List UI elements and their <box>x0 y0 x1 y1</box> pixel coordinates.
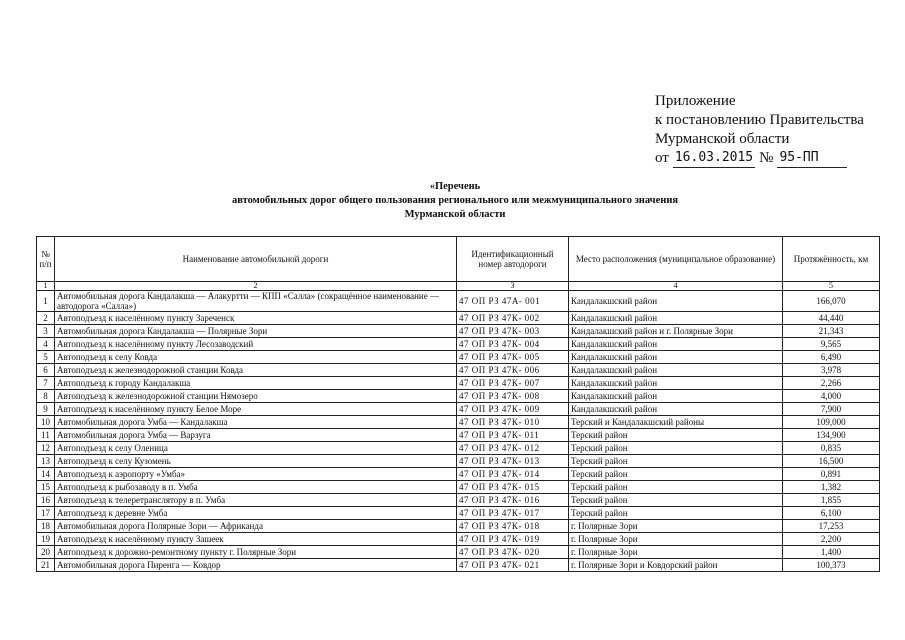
cell-location: г. Полярные Зори <box>569 520 783 533</box>
number-prefix: № <box>759 150 774 166</box>
cell-length: 44,440 <box>783 312 880 325</box>
cell-road-name: Автоподъезд к рыбозаводу в п. Умба <box>55 481 457 494</box>
cell-length: 1,382 <box>783 481 880 494</box>
cell-road-id: 47 ОП РЗ 47К- 018 <box>457 520 569 533</box>
cell-length: 3,978 <box>783 364 880 377</box>
appendix-line-1: Приложение <box>655 93 736 109</box>
table-row <box>37 507 880 520</box>
table-row <box>37 312 880 325</box>
cell-road-name: Автоподъезд к селу Кузомень <box>55 455 457 468</box>
table-row <box>37 520 880 533</box>
cell-road-id: 47 ОП РЗ 47К- 007 <box>457 377 569 390</box>
cell-road-name: Автоподъезд к городу Кандалакша <box>55 377 457 390</box>
header-location: Место расположения (муниципальное образование) <box>569 237 783 282</box>
cell-road-id: 47 ОП РЗ 47К- 019 <box>457 533 569 546</box>
cell-location: Кандалакшский район <box>569 364 783 377</box>
cell-length: 21,343 <box>783 325 880 338</box>
cell-length: 9,565 <box>783 338 880 351</box>
cell-location: Терский район <box>569 468 783 481</box>
cell-road-name: Автоподъезд к деревне Умба <box>55 507 457 520</box>
table-row <box>37 481 880 494</box>
column-numbers-row <box>37 282 880 291</box>
table-row <box>37 291 880 312</box>
appendix-line-2: к постановлению Правительства <box>655 112 864 128</box>
cell-road-name: Автомобильная дорога Умба — Варзуга <box>55 429 457 442</box>
cell-length: 6,100 <box>783 507 880 520</box>
title-line-1: «Перечень <box>429 181 481 192</box>
cell-road-name: Автоподъезд к населённому пункту Белое Море <box>55 403 457 416</box>
header-no: № п/п <box>37 237 55 282</box>
table-row <box>37 468 880 481</box>
cell-length: 2,266 <box>783 377 880 390</box>
table-row <box>37 416 880 429</box>
cell-length: 100,373 <box>783 559 880 572</box>
table-body <box>37 291 880 572</box>
header-id: Идентификационный номер автодороги <box>457 237 569 282</box>
cell-road-name: Автоподъезд к селу Оленица <box>55 442 457 455</box>
table-row <box>37 494 880 507</box>
roads-table <box>36 236 880 572</box>
cell-road-name: Автоподъезд к железнодорожной станции Ковда <box>55 364 457 377</box>
cell-length: 2,200 <box>783 533 880 546</box>
cell-road-id: 47 ОП РЗ 47К- 020 <box>457 546 569 559</box>
cell-location: Кандалакшский район <box>569 312 783 325</box>
table-row <box>37 377 880 390</box>
cell-number: 18 <box>37 520 55 533</box>
cell-road-name: Автоподъезд к аэропорту «Умба» <box>55 468 457 481</box>
cell-road-name: Автомобильная дорога Кандалакша — Полярные Зори <box>55 325 457 338</box>
cell-location: Терский район <box>569 429 783 442</box>
date-prefix: от <box>655 150 669 166</box>
cell-location: Кандалакшский район <box>569 291 783 312</box>
cell-road-name: Автомобильная дорога Кандалакша — Алакуртти — КПП «Салла» (сокращённое наименование — автодорога «Салла») <box>55 291 457 312</box>
cell-number: 14 <box>37 468 55 481</box>
decree-line <box>655 149 895 168</box>
table-row <box>37 364 880 377</box>
cell-road-id: 47 ОП РЗ 47А- 001 <box>457 291 569 312</box>
cell-length: 1,400 <box>783 546 880 559</box>
cell-road-name: Автомобильная дорога Умба — Кандалакша <box>55 416 457 429</box>
cell-road-id: 47 ОП РЗ 47К- 008 <box>457 390 569 403</box>
table-row <box>37 325 880 338</box>
cell-location: г. Полярные Зори и Ковдорский район <box>569 559 783 572</box>
cell-number: 19 <box>37 533 55 546</box>
table-row <box>37 390 880 403</box>
cell-number: 5 <box>37 351 55 364</box>
cell-length: 7,900 <box>783 403 880 416</box>
cell-number: 15 <box>37 481 55 494</box>
table-row <box>37 442 880 455</box>
cell-road-id: 47 ОП РЗ 47К- 015 <box>457 481 569 494</box>
cell-number: 12 <box>37 442 55 455</box>
table-row <box>37 455 880 468</box>
header-length: Протяжённость, км <box>783 237 880 282</box>
cell-location: Терский и Кандалакшский районы <box>569 416 783 429</box>
cell-road-id: 47 ОП РЗ 47К- 016 <box>457 494 569 507</box>
cell-location: Кандалакшский район <box>569 338 783 351</box>
cell-road-name: Автоподъезд к телеретранслятору в п. Умба <box>55 494 457 507</box>
cell-number: 13 <box>37 455 55 468</box>
cell-road-name: Автомобильная дорога Полярные Зори — Африканда <box>55 520 457 533</box>
cell-length: 16,500 <box>783 455 880 468</box>
cell-number: 21 <box>37 559 55 572</box>
decree-date: 16.03.2015 <box>673 149 755 168</box>
cell-road-id: 47 ОП РЗ 47К- 012 <box>457 442 569 455</box>
column-number: 3 <box>457 282 569 291</box>
cell-location: Кандалакшский район <box>569 351 783 364</box>
cell-length: 1,855 <box>783 494 880 507</box>
cell-road-id: 47 ОП РЗ 47К- 002 <box>457 312 569 325</box>
cell-location: г. Полярные Зори <box>569 533 783 546</box>
cell-location: г. Полярные Зори <box>569 546 783 559</box>
header-name: Наименование автомобильной дороги <box>55 237 457 282</box>
appendix-block <box>655 92 895 168</box>
cell-road-id: 47 ОП РЗ 47К- 004 <box>457 338 569 351</box>
title-line-2: автомобильных дорог общего пользования регионального или межмуниципального значения <box>231 195 679 206</box>
cell-road-name: Автоподъезд к населённому пункту Зашеек <box>55 533 457 546</box>
table-header-row <box>37 237 880 282</box>
cell-road-name: Автомобильная дорога Пиренга — Ковдор <box>55 559 457 572</box>
cell-number: 7 <box>37 377 55 390</box>
cell-road-id: 47 ОП РЗ 47К- 010 <box>457 416 569 429</box>
cell-road-id: 47 ОП РЗ 47К- 017 <box>457 507 569 520</box>
cell-length: 166,070 <box>783 291 880 312</box>
cell-location: Кандалакшский район <box>569 390 783 403</box>
cell-length: 134,900 <box>783 429 880 442</box>
cell-road-id: 47 ОП РЗ 47К- 006 <box>457 364 569 377</box>
table-row <box>37 546 880 559</box>
column-number: 2 <box>55 282 457 291</box>
cell-length: 109,000 <box>783 416 880 429</box>
cell-road-name: Автоподъезд к селу Ковда <box>55 351 457 364</box>
table-row <box>37 559 880 572</box>
cell-number: 1 <box>37 291 55 312</box>
cell-location: Терский район <box>569 494 783 507</box>
cell-length: 0,891 <box>783 468 880 481</box>
column-number: 4 <box>569 282 783 291</box>
cell-length: 17,253 <box>783 520 880 533</box>
title-line-3: Мурманской области <box>404 209 506 220</box>
decree-number: 95-ПП <box>777 149 847 168</box>
column-number: 1 <box>37 282 55 291</box>
cell-road-name: Автоподъезд к железнодорожной станции Нямозеро <box>55 390 457 403</box>
cell-road-id: 47 ОП РЗ 47К- 009 <box>457 403 569 416</box>
cell-road-id: 47 ОП РЗ 47К- 013 <box>457 455 569 468</box>
cell-number: 6 <box>37 364 55 377</box>
cell-road-id: 47 ОП РЗ 47К- 003 <box>457 325 569 338</box>
cell-road-name: Автоподъезд к населённому пункту Зареченск <box>55 312 457 325</box>
column-number: 5 <box>783 282 880 291</box>
cell-number: 11 <box>37 429 55 442</box>
cell-road-id: 47 ОП РЗ 47К- 011 <box>457 429 569 442</box>
cell-number: 17 <box>37 507 55 520</box>
table-row <box>37 351 880 364</box>
cell-number: 16 <box>37 494 55 507</box>
document-title <box>150 180 760 222</box>
table-row <box>37 429 880 442</box>
cell-road-name: Автоподъезд к населённому пункту Лесозаводский <box>55 338 457 351</box>
cell-road-id: 47 ОП РЗ 47К- 021 <box>457 559 569 572</box>
table-row <box>37 338 880 351</box>
appendix-line-3: Мурманской области <box>655 131 790 147</box>
cell-length: 6,490 <box>783 351 880 364</box>
cell-location: Терский район <box>569 481 783 494</box>
cell-road-name: Автоподъезд к дорожно-ремонтному пункту г. Полярные Зори <box>55 546 457 559</box>
cell-location: Кандалакшский район <box>569 377 783 390</box>
cell-number: 4 <box>37 338 55 351</box>
cell-location: Терский район <box>569 455 783 468</box>
cell-number: 8 <box>37 390 55 403</box>
cell-number: 2 <box>37 312 55 325</box>
cell-location: Кандалакшский район и г. Полярные Зори <box>569 325 783 338</box>
cell-road-id: 47 ОП РЗ 47К- 014 <box>457 468 569 481</box>
cell-number: 10 <box>37 416 55 429</box>
cell-location: Терский район <box>569 507 783 520</box>
cell-road-id: 47 ОП РЗ 47К- 005 <box>457 351 569 364</box>
cell-number: 9 <box>37 403 55 416</box>
cell-number: 3 <box>37 325 55 338</box>
cell-number: 20 <box>37 546 55 559</box>
cell-location: Терский район <box>569 442 783 455</box>
table-row <box>37 533 880 546</box>
cell-location: Кандалакшский район <box>569 403 783 416</box>
table-row <box>37 403 880 416</box>
cell-length: 4,000 <box>783 390 880 403</box>
cell-length: 0,835 <box>783 442 880 455</box>
